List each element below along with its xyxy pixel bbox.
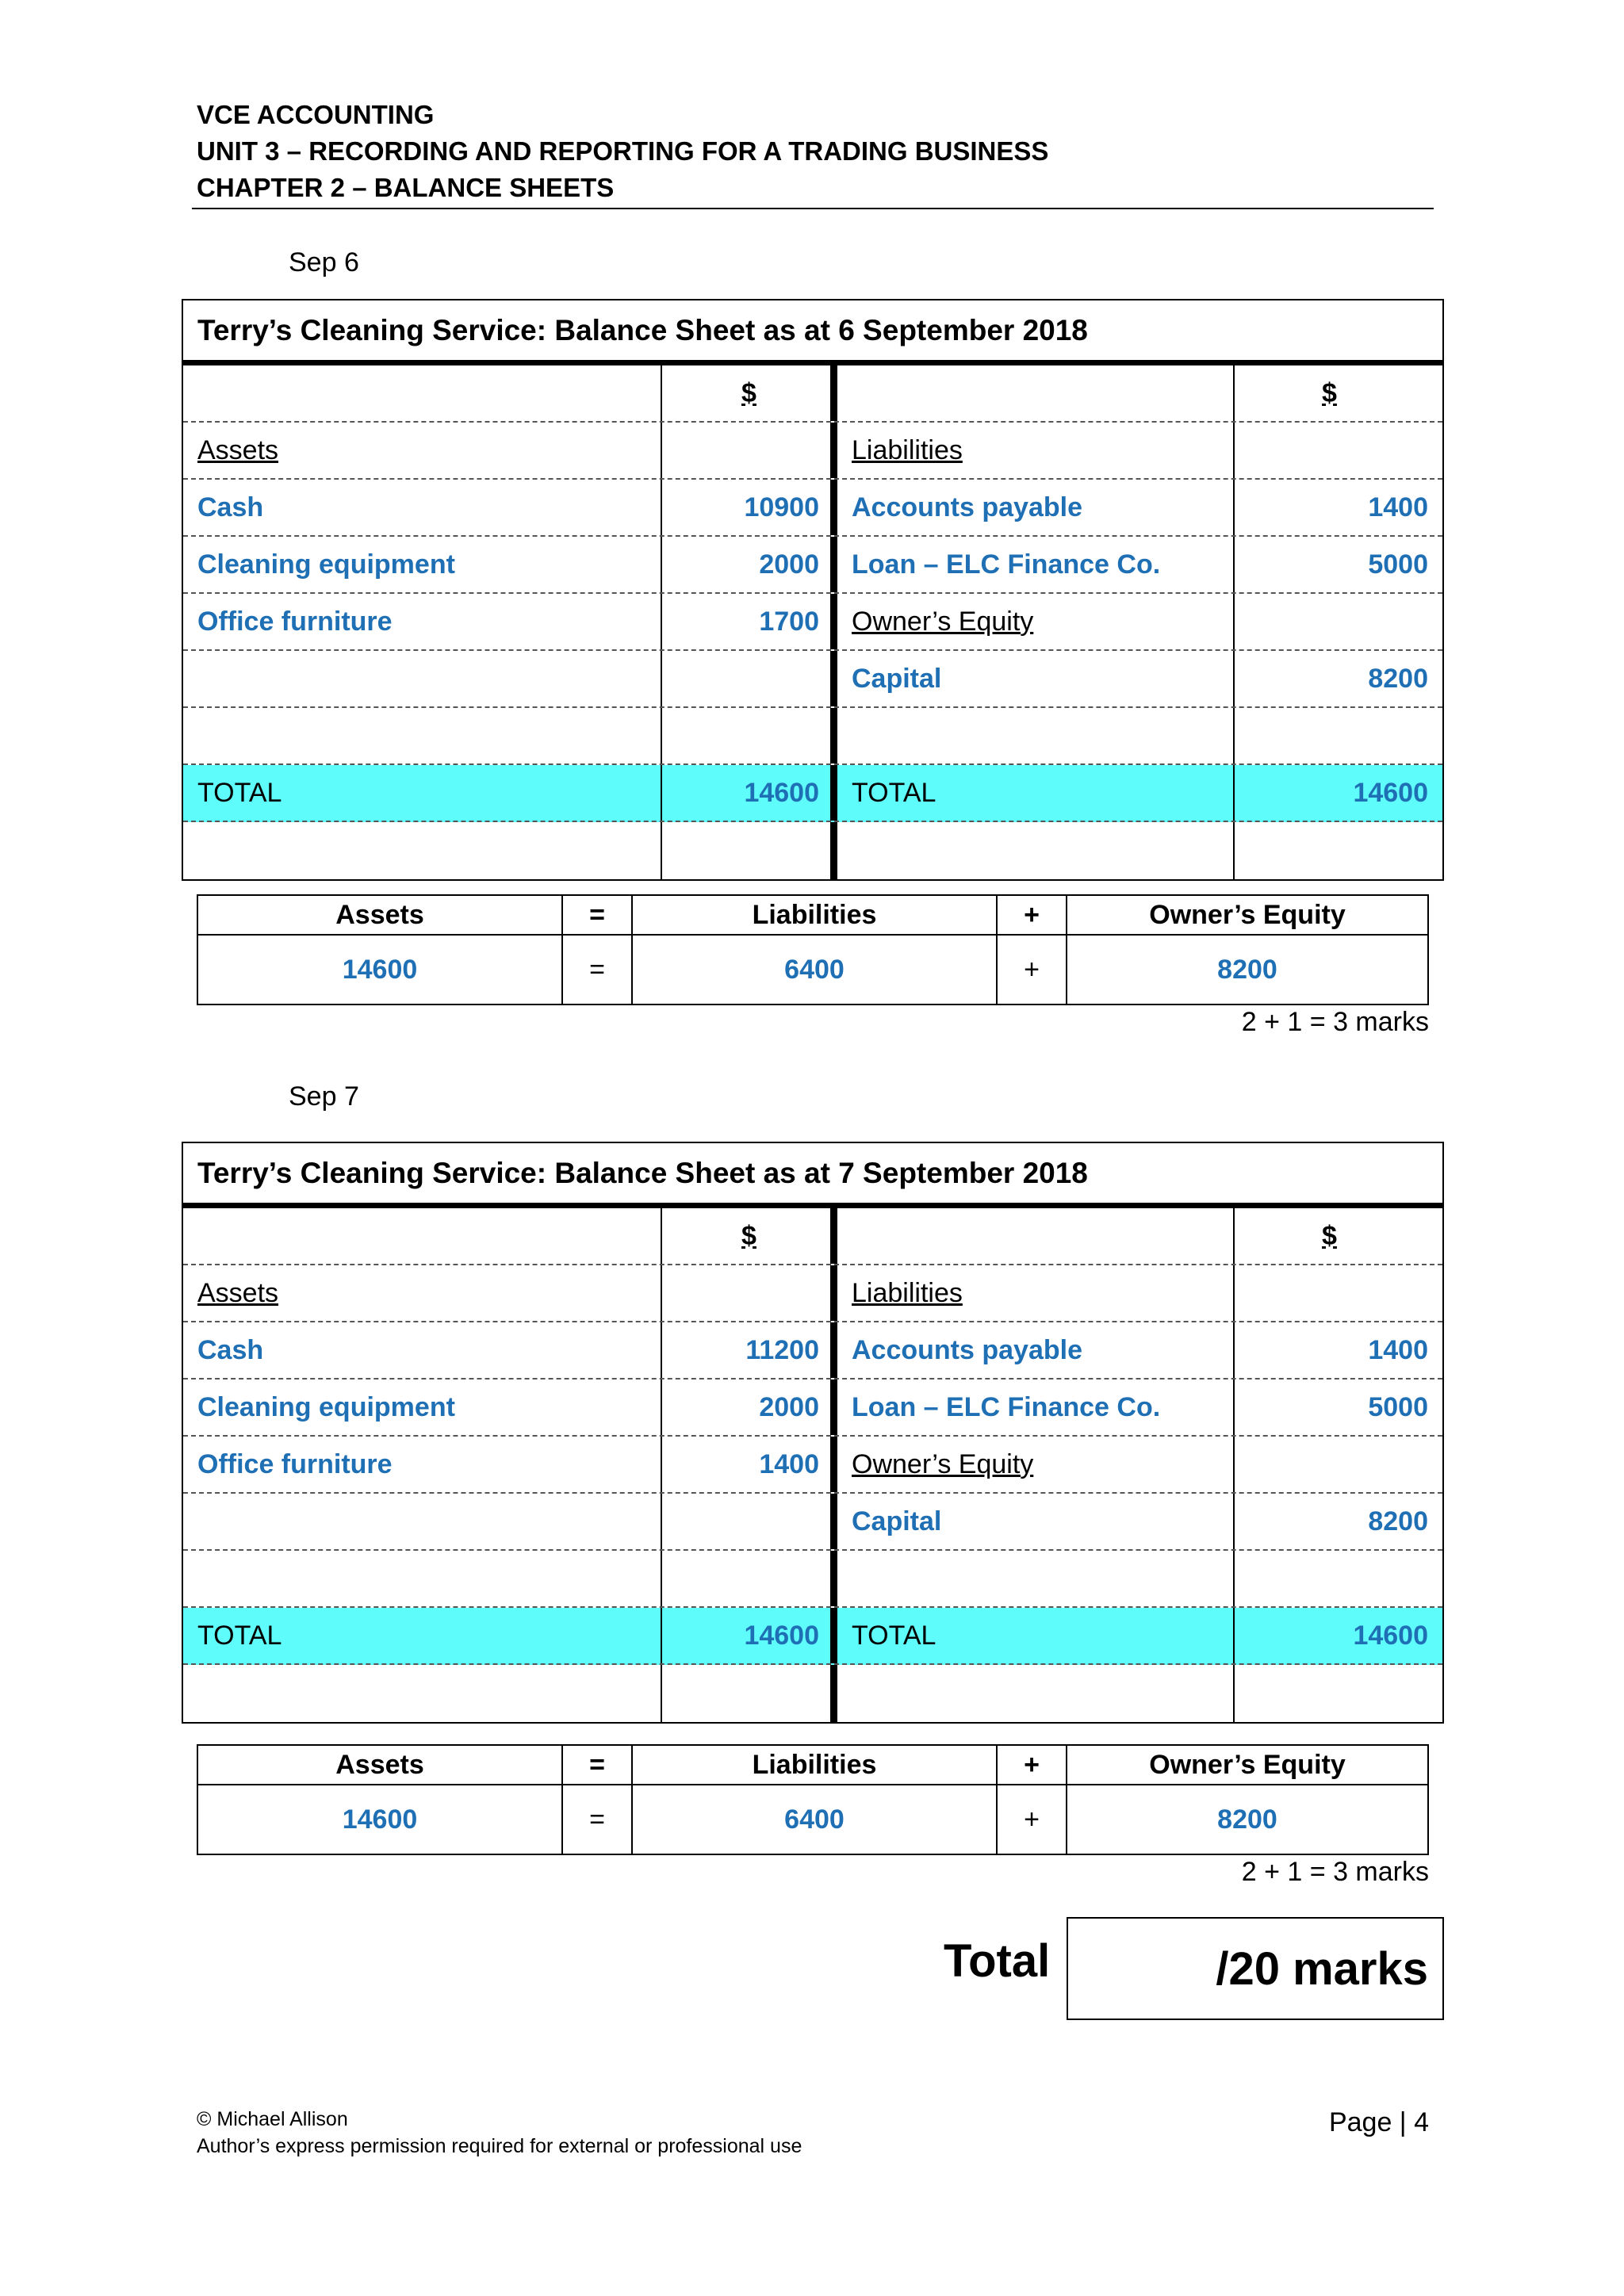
- sheet2-date-label: Sep 7: [289, 1081, 359, 1112]
- table-row: [183, 1437, 1442, 1494]
- page-number: Page | 4: [1328, 2107, 1429, 2137]
- accounts-payable-value: 1400: [1368, 1334, 1428, 1365]
- owners-equity-heading: Owner’s Equity: [830, 1437, 1235, 1492]
- balance-sheet-2-title: Terry’s Cleaning Service: Balance Sheet as at 7 September 2018: [183, 1143, 1442, 1208]
- liabilities-heading: Liabilities: [830, 423, 1235, 478]
- balance-sheet-1-title: Terry’s Cleaning Service: Balance Sheet as at 6 September 2018: [183, 300, 1442, 365]
- cleaning-equipment-value: 2000: [759, 549, 819, 580]
- header-rule: [192, 208, 1434, 209]
- sheet1-date-label: Sep 6: [289, 247, 359, 277]
- table-row: [183, 1494, 1442, 1551]
- eq-plus-sign: +: [998, 896, 1067, 934]
- loan-label: Loan – ELC Finance Co.: [830, 537, 1235, 592]
- header-subject: VCE ACCOUNTING: [197, 100, 435, 129]
- loan-value: 5000: [1368, 549, 1428, 580]
- table-row: [183, 1380, 1442, 1437]
- accounts-payable-label: Accounts payable: [830, 1322, 1235, 1378]
- total-liabilities-equity-value: 14600: [1353, 777, 1428, 808]
- currency-label: $: [741, 377, 756, 408]
- eq-liabilities-value: 6400: [633, 1785, 998, 1854]
- eq-liabilities-value: 6400: [633, 936, 998, 1004]
- eq-equals-sign: =: [563, 936, 633, 1004]
- page-header: [197, 97, 1434, 206]
- total-assets-value: 14600: [744, 777, 819, 808]
- eq-liabilities-header: Liabilities: [633, 896, 998, 934]
- eq-equals-sign: =: [563, 896, 633, 934]
- sheet2-marks: 2 + 1 = 3 marks: [1241, 1857, 1429, 1887]
- eq-equity-header: Owner’s Equity: [1149, 1749, 1346, 1780]
- loan-label: Loan – ELC Finance Co.: [830, 1380, 1235, 1435]
- table-row: [183, 537, 1442, 594]
- total-label: TOTAL: [183, 1608, 662, 1663]
- total-marks-box: /20 marks: [1067, 1917, 1444, 2020]
- accounting-equation-1: [197, 894, 1429, 1005]
- assets-heading: Assets: [183, 423, 662, 478]
- capital-label: Capital: [830, 1494, 1235, 1549]
- table-row: [183, 423, 1442, 480]
- capital-value: 8200: [1368, 1506, 1428, 1536]
- capital-label: Capital: [830, 651, 1235, 706]
- total-row: [183, 1608, 1442, 1665]
- total-marks-label: Total: [944, 1935, 1051, 1987]
- office-furniture-value: 1700: [759, 606, 819, 637]
- eq-plus-sign: +: [998, 936, 1067, 1004]
- currency-label: $: [741, 1220, 756, 1251]
- cleaning-equipment-label: Cleaning equipment: [183, 1380, 662, 1435]
- cleaning-equipment-label: Cleaning equipment: [183, 537, 662, 592]
- cash-label: Cash: [183, 480, 662, 535]
- permission-text: Author’s express permission required for external or professional use: [197, 2135, 802, 2157]
- eq-assets-header: Assets: [198, 896, 563, 934]
- eq-plus-sign: +: [998, 1785, 1067, 1854]
- eq-assets-value: 14600: [198, 1785, 563, 1854]
- copyright-text: © Michael Allison: [197, 2108, 348, 2130]
- eq-liabilities-header: Liabilities: [633, 1746, 998, 1784]
- table-row: [183, 651, 1442, 708]
- table-row: [183, 1265, 1442, 1322]
- currency-label: $: [1322, 377, 1337, 408]
- office-furniture-value: 1400: [759, 1448, 819, 1479]
- cash-value: 10900: [744, 492, 819, 522]
- balance-sheet-1: [182, 299, 1444, 881]
- cash-label: Cash: [183, 1322, 662, 1378]
- total-label: TOTAL: [830, 1608, 1235, 1663]
- table-row: [183, 1322, 1442, 1380]
- office-furniture-label: Office furniture: [183, 1437, 662, 1492]
- office-furniture-label: Office furniture: [183, 594, 662, 649]
- assets-heading: Assets: [183, 1265, 662, 1321]
- total-label: TOTAL: [830, 765, 1235, 821]
- table-row: [183, 1665, 1442, 1722]
- header-chapter: CHAPTER 2 – BALANCE SHEETS: [197, 173, 615, 202]
- eq-equals-sign: =: [563, 1746, 633, 1784]
- currency-label: $: [1322, 1220, 1337, 1251]
- accounting-equation-2: [197, 1744, 1429, 1855]
- eq-plus-sign: +: [998, 1746, 1067, 1784]
- balance-sheet-2: [182, 1142, 1444, 1724]
- owners-equity-heading: Owner’s Equity: [830, 594, 1235, 649]
- capital-value: 8200: [1368, 663, 1428, 694]
- total-row: [183, 765, 1442, 822]
- total-liabilities-equity-value: 14600: [1353, 1620, 1428, 1651]
- accounts-payable-label: Accounts payable: [830, 480, 1235, 535]
- cash-value: 11200: [745, 1334, 819, 1365]
- eq-equity-header: Owner’s Equity: [1149, 899, 1346, 930]
- table-row: [183, 708, 1442, 765]
- table-row: [183, 1551, 1442, 1608]
- currency-row: [183, 1208, 1442, 1265]
- eq-equals-sign: =: [563, 1785, 633, 1854]
- cleaning-equipment-value: 2000: [759, 1391, 819, 1422]
- eq-equity-value: 8200: [1217, 954, 1277, 985]
- loan-value: 5000: [1368, 1391, 1428, 1422]
- footer-copyright: [197, 2106, 802, 2160]
- accounts-payable-value: 1400: [1368, 492, 1428, 522]
- currency-row: [183, 365, 1442, 423]
- total-assets-value: 14600: [744, 1620, 819, 1651]
- liabilities-heading: Liabilities: [830, 1265, 1235, 1321]
- header-unit: UNIT 3 – RECORDING AND REPORTING FOR A TRADING BUSINESS: [197, 136, 1049, 166]
- table-row: [183, 822, 1442, 879]
- table-row: [183, 480, 1442, 537]
- eq-assets-header: Assets: [198, 1746, 563, 1784]
- sheet1-marks: 2 + 1 = 3 marks: [1241, 1007, 1429, 1037]
- total-label: TOTAL: [183, 765, 662, 821]
- eq-assets-value: 14600: [198, 936, 563, 1004]
- eq-equity-value: 8200: [1217, 1804, 1277, 1835]
- table-row: [183, 594, 1442, 651]
